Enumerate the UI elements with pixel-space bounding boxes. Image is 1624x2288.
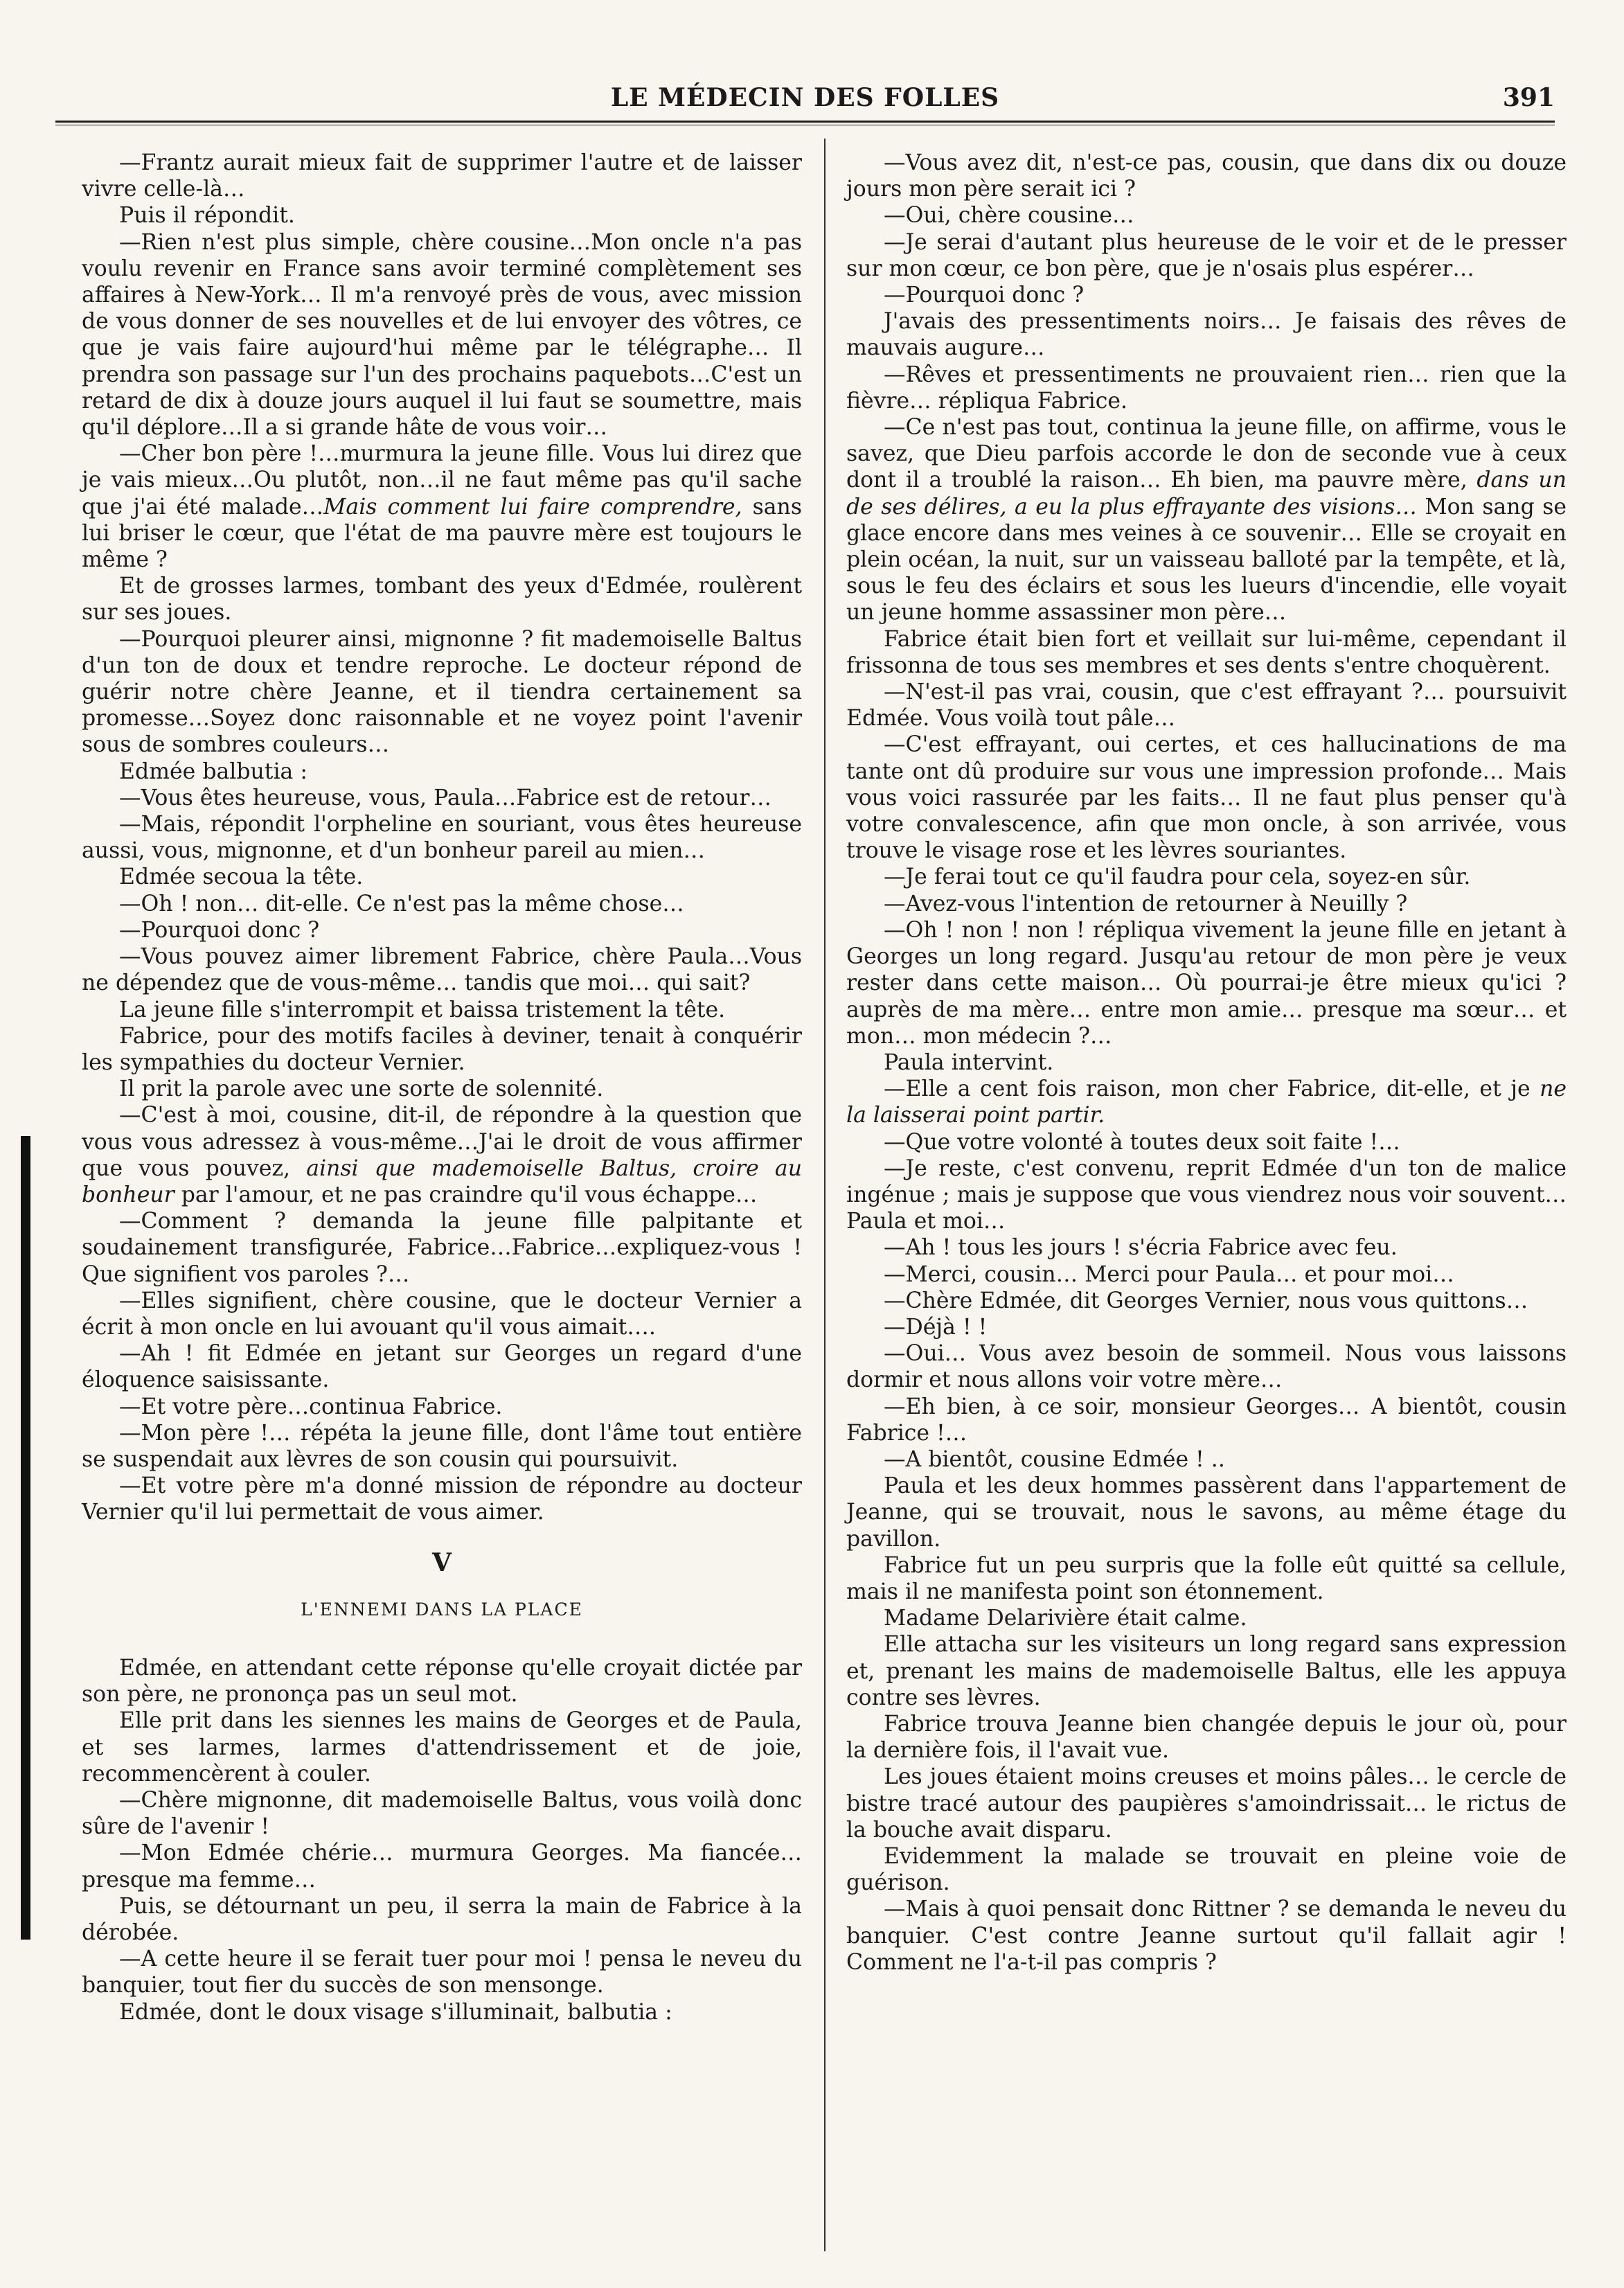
paragraph: —A bientôt, cousine Edmée ! .. <box>884 1446 1225 1472</box>
page-number: 391 <box>1502 83 1555 112</box>
italic-run: ne la laisserai point partir. <box>846 1076 1567 1128</box>
paragraph: Puis, se détournant un peu, il serra la main de Fabrice à la dérobée. <box>82 1893 802 1945</box>
chapter-title: L'ENNEMI DANS LA PLACE <box>301 1599 583 1620</box>
left-column <box>82 150 802 2025</box>
paragraph: —Que votre volonté à toutes deux soit faite !… <box>884 1129 1400 1155</box>
paragraph: —Et votre père m'a donné mission de répondre au docteur Vernier qu'il lui permettait de vous aimer. <box>82 1473 802 1525</box>
paragraph: Evidemment la malade se trouvait en pleine voie de guérison. <box>846 1844 1567 1896</box>
paragraph: —Déjà ! ! <box>884 1314 988 1340</box>
page-header <box>55 78 1555 126</box>
paragraph: —Rêves et pressentiments ne prouvaient rien… rien que la fièvre… répliqua Fabrice. <box>846 362 1567 414</box>
paragraph: Edmée, en attendant cette réponse qu'elle croyait dictée par son père, ne prononça pas un seul mot. <box>82 1655 802 1708</box>
paragraph: Madame Delarivière était calme. <box>884 1606 1247 1631</box>
paragraph: Fabrice trouva Jeanne bien changée depuis le jour où, pour la dernière fois, il l'avait vue. <box>846 1711 1567 1764</box>
text-run: par l'amour, et ne pas craindre qu'il vous échappe… <box>174 1182 758 1207</box>
paragraph: —Je serai d'autant plus heureuse de le voir et de le presser sur mon cœur, ce bon père, que je n'osais plus espérer… <box>846 229 1567 281</box>
paragraph: Edmée, dont le doux visage s'illuminait, balbutia : <box>119 1999 672 2025</box>
paragraph <box>82 441 802 573</box>
paragraph: Fabrice, pour des motifs faciles à deviner, tenait à conquérir les sympathies du docteur Vernier. <box>82 1023 802 1075</box>
paragraph: —N'est-il pas vrai, cousin, que c'est effrayant ?… poursuivit Edmée. Vous voilà tout pâle… <box>846 680 1567 731</box>
paragraph: —Ah ! fit Edmée en jetant sur Georges un regard d'une éloquence saisissante. <box>82 1341 802 1393</box>
paragraph: —Avez-vous l'intention de retourner à Neuilly ? <box>884 891 1408 916</box>
paragraph: —Oui… Vous avez besoin de sommeil. Nous vous laissons dormir et nous allons voir votre mère… <box>846 1341 1567 1393</box>
paragraph: —Frantz aurait mieux fait de supprimer l'autre et de laisser vivre celle-là… <box>82 150 802 202</box>
paragraph: Elle prit dans les siennes les mains de Georges et de Paula, et ses larmes, larmes d'attendrissement et de joie, recommencèrent à couler. <box>82 1708 802 1786</box>
paragraph: —A cette heure il se ferait tuer pour moi ! pensa le neveu du banquier, tout fier du succès de son mensonge. <box>82 1946 802 1998</box>
italic-run: ainsi que mademoiselle Baltus, croire au bonheur <box>82 1155 802 1207</box>
paragraph: —Vous avez dit, n'est-ce pas, cousin, que dans dix ou douze jours mon père serait ici ? <box>846 150 1567 202</box>
header-rule <box>55 121 1555 125</box>
paragraph: —Et votre père…continua Fabrice. <box>119 1394 503 1419</box>
paragraph: —Rien n'est plus simple, chère cousine…Mon oncle n'a pas voulu revenir en France sans avoir terminé complètement ses affaires à New-York… Il m'a renvoyé près de vous, avec mission de vous donner de ses nouvelles et de lui envoyer des vôtres, ce que je vais faire aujourd'hui même par le télégraphe… Il prendra son passage sur l'un des prochains paquebots…C'est un retard de dix à douze jours auquel il lui faut se soumettre, mais qu'il déplore…Il a si grande hâte de vous voir… <box>82 229 802 441</box>
paragraph: —Chère Edmée, dit Georges Vernier, nous vous quittons… <box>884 1288 1528 1313</box>
text-run: —C'est à moi, cousine, dit-il, de répondre à la question que vous vous adressez à vous-même…J'ai le droit de vous affirmer que vous pouvez, <box>82 1103 802 1181</box>
paragraph: J'avais des pressentiments noirs… Je faisais des rêves de mauvais augure… <box>846 309 1567 361</box>
paragraph: Les joues étaient moins creuses et moins pâles… le cercle de bistre tracé autour des paupières s'amoindrissait… le rictus de la bouche avait disparu. <box>846 1764 1567 1843</box>
paragraph: —Pourquoi donc ? <box>884 283 1085 308</box>
column-divider <box>824 139 826 2251</box>
paragraph: —Mon Edmée chérie… murmura Georges. Ma fiancée… presque ma femme… <box>82 1841 802 1892</box>
paragraph: —Je ferai tout ce qu'il faudra pour cela, soyez-en sûr. <box>884 864 1471 890</box>
paragraph <box>82 1102 802 1208</box>
text-run: sans lui briser le cœur, que l'état de ma pauvre mère est toujours le même ? <box>82 494 802 573</box>
paragraph: —Comment ? demanda la jeune fille palpitante et soudainement transfigurée, Fabrice…Fabrice…expliquez-vous ! Que signifient vos paroles ?… <box>82 1209 802 1287</box>
paragraph: Edmée secoua la tête. <box>119 864 364 890</box>
paragraph: —Vous pouvez aimer librement Fabrice, chère Paula…Vous ne dépendez que de vous-même… tandis que moi… qui sait? <box>82 944 802 996</box>
italic-run: Mais comment lui faire comprendre, <box>323 494 742 520</box>
paragraph: —Chère mignonne, dit mademoiselle Baltus, vous voilà donc sûre de l'avenir ! <box>82 1787 802 1840</box>
right-column <box>846 150 1567 1976</box>
paragraph <box>846 414 1567 626</box>
text-run: Mon sang se glace encore dans mes veines à ce souvenir… Elle se croyait en plein océan, la nuit, sur un vaisseau balloté par la tempête, et là, sous le feu des éclairs et sous les lueurs d'incendie, elle voyait un jeune homme assassiner mon père… <box>846 494 1567 626</box>
paragraph: Puis il répondit. <box>119 203 295 229</box>
paragraph: —Eh bien, à ce soir, monsieur Georges… A bientôt, cousin Fabrice !… <box>846 1394 1567 1446</box>
paragraph: —Je reste, c'est convenu, reprit Edmée d'un ton de malice ingénue ; mais je suppose que vous viendrez nous voir souvent… Paula et moi… <box>846 1155 1567 1234</box>
paragraph: La jeune fille s'interrompit et baissa tristement la tête. <box>119 997 726 1022</box>
paragraph: Edmée balbutia : <box>119 759 307 784</box>
paragraph: —Elles signifient, chère cousine, que le docteur Vernier a écrit à mon oncle en lui avouant qu'il vous aimait…. <box>82 1288 802 1340</box>
paragraph: Elle attacha sur les visiteurs un long regard sans expression et, prenant les mains de mademoiselle Baltus, elle les appuya contre ses lèvres. <box>846 1632 1567 1710</box>
paragraph <box>846 1076 1567 1128</box>
paragraph: —Oh ! non ! non ! répliqua vivement la jeune fille en jetant à Georges un long regard. Jusqu'au retour de mon père je veux rester dans cette maison… Où pourrai-je être mieux qu'ici ? auprès de ma mère… entre mon amie… presque ma sœur… et mon… mon médecin ?… <box>846 917 1567 1049</box>
paragraph: —Merci, cousin… Merci pour Paula… et pour moi… <box>884 1261 1454 1287</box>
paragraph: Et de grosses larmes, tombant des yeux d'Edmée, roulèrent sur ses joues. <box>82 574 802 626</box>
paragraph: —Vous êtes heureuse, vous, Paula…Fabrice est de retour… <box>119 785 771 810</box>
paragraph: Paula intervint. <box>884 1049 1054 1075</box>
paragraph: Paula et les deux hommes passèrent dans l'appartement de Jeanne, qui se trouvait, nous le savons, au même étage du pavillon. <box>846 1473 1567 1552</box>
paragraph: —Mon père !… répéta la jeune fille, dont l'âme tout entière se suspendait aux lèvres de son cousin qui poursuivit. <box>82 1420 802 1472</box>
paragraph: Il prit la parole avec une sorte de solennité. <box>119 1076 604 1102</box>
text-run: —Elle a cent fois raison, mon cher Fabrice, dit-elle, et je <box>884 1076 1540 1102</box>
paragraph: —C'est effrayant, oui certes, et ces hallucinations de ma tante ont dû produire sur vous une impression profonde… Mais vous voici rassurée par les faits… Il ne faut plus penser qu'à votre convalescence, afin que mon oncle, à son arrivée, vous trouve le visage rose et les lèvres souriantes. <box>846 732 1567 864</box>
margin-bar <box>21 1136 30 1940</box>
chapter-number: V <box>432 1547 452 1577</box>
paragraph: —Oh ! non… dit-elle. Ce n'est pas la même chose… <box>119 891 684 916</box>
text-run: —Cher bon père !…murmura la jeune fille. Vous lui direz que je vais mieux…Ou plutôt, non…il ne faut même pas qu'il sache que j'ai été malade… <box>82 441 802 520</box>
italic-run: dans un de ses délires, a eu la plus effrayante des visions… <box>846 468 1567 520</box>
paragraph: —Mais, répondit l'orpheline en souriant, vous êtes heureuse aussi, vous, mignonne, et d'un bonheur pareil au mien… <box>82 812 802 864</box>
paragraph: —Ah ! tous les jours ! s'écria Fabrice avec feu. <box>884 1235 1398 1261</box>
paragraph: —Mais à quoi pensait donc Rittner ? se demanda le neveu du banquier. C'est contre Jeanne surtout qu'il fallait agir ! Comment ne l'a-t-il pas compris ? <box>846 1897 1567 1975</box>
paragraph: Fabrice était bien fort et veillait sur lui-même, cependant il frissonna de tous ses membres et ses dents s'entre choquèrent. <box>846 626 1567 678</box>
paragraph: —Oui, chère cousine… <box>884 203 1134 229</box>
paragraph: —Pourquoi donc ? <box>119 917 320 943</box>
paragraph: Fabrice fut un peu surpris que la folle eût quitté sa cellule, mais il ne manifesta point son étonnement. <box>846 1552 1567 1604</box>
paragraph: —Pourquoi pleurer ainsi, mignonne ? fit mademoiselle Baltus d'un ton de doux et tendre reproche. Le docteur répond de guérir notre chère Jeanne, et il tiendra certainement sa promesse…Soyez donc raisonnable et ne voyez point l'avenir sous de sombres couleurs… <box>82 626 802 758</box>
text-run: —Ce n'est pas tout, continua la jeune fille, on affirme, vous le savez, que Dieu parfois accorde le don de seconde vue à ceux dont il a troublé la raison… Eh bien, ma pauvre mère, <box>846 415 1567 493</box>
running-title: LE MÉDECIN DES FOLLES <box>610 83 1000 112</box>
